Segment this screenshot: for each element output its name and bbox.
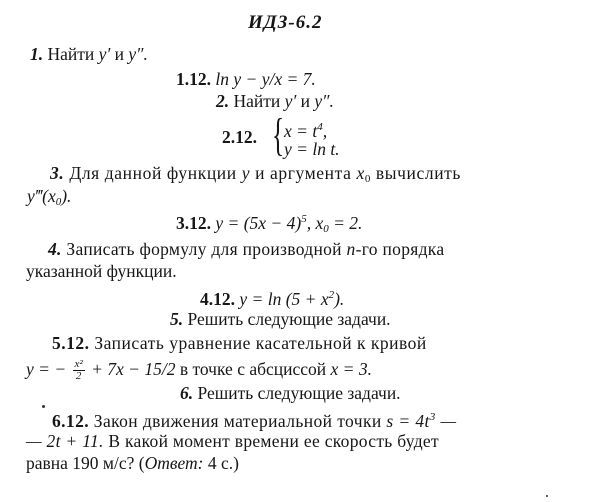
problem-6-12-line-3: равна 190 м/с? (Ответ: 4 с.) (26, 453, 239, 473)
problem-1-12-number: 1.12. (176, 69, 211, 89)
problem-1-12-expression: ln y − y/x = 7. (215, 69, 316, 89)
section-2-y1: y′ (284, 91, 297, 111)
section-4-heading: 4. Записать формулу для производной n-го порядка (48, 239, 445, 259)
answer-value: 4 с.) (207, 453, 239, 473)
section-3-continuation: $y‴(x_0)$. (27, 186, 72, 208)
scan-speck (546, 495, 548, 497)
document-title: ИДЗ-6.2 (248, 12, 323, 33)
answer-label: Ответ: (144, 453, 204, 473)
section-5-heading: 5. Решить следующие задачи. (170, 309, 391, 329)
problem-2-12-number: 2.12. (222, 127, 257, 147)
problem-5-12-line-2: y = − $\frac{\text{x²}}{2}$ + 7x − 15/2 в точке с абсциссой x = 3. (26, 358, 372, 383)
section-2-and: и (300, 91, 311, 111)
problem-3-12: 3.12. $y = (5x - 4)^5$, $x_0 = 2$. (176, 213, 363, 235)
section-1-text: Найти (47, 44, 95, 64)
section-2-text: Найти (233, 91, 281, 111)
section-1-y2: y″. (128, 44, 148, 64)
problem-5-12: 5.12. Записать уравнение касательной к кривой (52, 333, 427, 353)
problem-6-12-line-2: — 2t + 11. В какой момент времени ее скорость будет (26, 431, 439, 451)
section-1-and: и (114, 44, 125, 64)
section-2-number: 2. (216, 91, 230, 111)
section-3-heading: 3. Для данной функции y и аргумента $x_0$ вычислить (50, 163, 461, 185)
problem-2-12-line-2: y = ln t. (284, 139, 340, 159)
problem-2-12-line-1: $x = t^4$, (284, 121, 328, 141)
section-2-y2: y″. (314, 91, 334, 111)
section-6-heading: 6. Решить следующие задачи. (180, 383, 401, 403)
problem-4-12: 4.12. $y = \ln (5 + x^2)$. (200, 289, 345, 309)
section-4-continuation: указанной функции. (26, 261, 177, 281)
section-1-y1: y′ (98, 44, 111, 64)
problem-1-12 (176, 68, 316, 90)
problem-6-12: 6.12. Закон движения материальной точки $s = 4t^3$ — (52, 411, 457, 431)
fraction-x2-over-2: $\frac{\text{x²}}{2}$ (74, 358, 83, 383)
scan-speck (42, 405, 45, 408)
section-1-heading (30, 43, 148, 65)
system-brace-icon: { (272, 109, 285, 160)
section-1-number: 1. (30, 44, 44, 64)
